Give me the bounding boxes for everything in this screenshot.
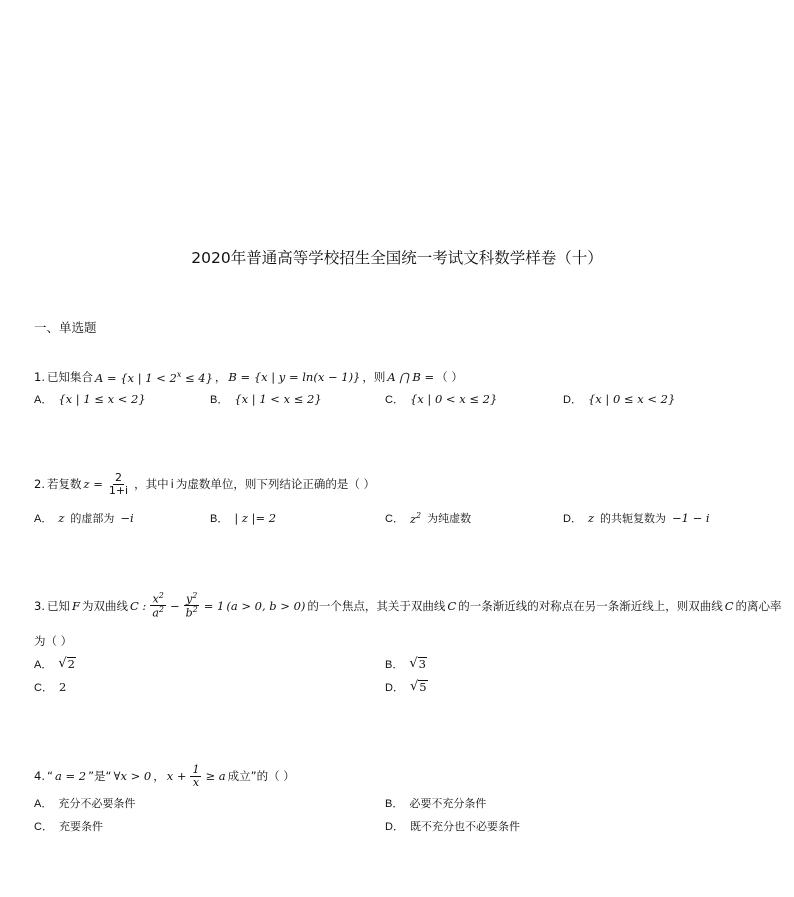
question-2 [34, 472, 375, 496]
question-text: 已知集合 [46, 370, 93, 384]
option-b[interactable] [210, 510, 276, 526]
option-a[interactable] [34, 656, 76, 672]
option-math: z [587, 511, 595, 525]
option-text: 2 [58, 680, 67, 694]
option-label: A． [34, 798, 53, 810]
option-c[interactable] [34, 818, 103, 834]
option-d[interactable] [563, 391, 675, 407]
option-text: {x | 1 ≤ x < 2} [58, 392, 146, 406]
option-math: z [58, 511, 65, 525]
fraction: $\frac{2}{1+i}$ [108, 471, 129, 497]
question-text: ，则 [362, 370, 386, 384]
option-label: A． [34, 513, 53, 525]
sqrt-symbol: √ 3 [409, 655, 426, 671]
condition: (a > 0, b > 0) [226, 598, 306, 613]
intersection-formula: A ⋂ B = [387, 370, 435, 384]
option-text: {x | 0 ≤ x < 2} [587, 392, 676, 406]
option-d[interactable] [563, 510, 710, 526]
option-label: D． [385, 821, 404, 833]
option-math: −i [120, 511, 134, 525]
question-text: ， [214, 370, 227, 384]
option-math: −1 − i [672, 511, 710, 525]
c-symbol: C [447, 598, 457, 613]
sqrt-symbol: √ 5 [409, 678, 427, 694]
set-b-formula: B = {x | y = ln(x − 1)} [228, 370, 361, 384]
option-label: B． [385, 798, 404, 810]
question-text: 的一个焦点，其关于双曲线 [307, 598, 446, 613]
option-label: A． [34, 659, 53, 671]
option-b[interactable] [385, 656, 427, 672]
option-label: D． [563, 513, 582, 525]
equals-one: = 1 [203, 598, 225, 613]
question-text: 为双曲线 [81, 598, 128, 613]
option-label: C． [385, 513, 404, 525]
fraction-x: $\frac{x^2}{a^2}$ [152, 591, 164, 620]
question-number: 4. [34, 769, 45, 784]
option-text: 充要条件 [58, 820, 103, 833]
option-math: | z |= 2 [234, 511, 277, 525]
option-text: 充分不必要条件 [58, 797, 136, 810]
forall-formula: ∀x > 0 [113, 769, 152, 784]
i-symbol: i [170, 477, 174, 492]
option-d[interactable] [385, 818, 520, 834]
option-c[interactable] [385, 510, 471, 526]
question-number: 3. [34, 598, 45, 613]
exam-title: 2020年普通高等学校招生全国统一考试文科数学样卷（十） [191, 249, 603, 267]
option-label: C． [385, 394, 404, 406]
question-3 [34, 592, 782, 619]
fraction: $\frac{1}{x}$ [192, 763, 200, 789]
option-c[interactable] [34, 679, 66, 695]
question-text: 成立”的（ ） [227, 769, 295, 784]
question-number: 1. [34, 370, 45, 384]
option-text: {x | 1 < x ≤ 2} [234, 392, 322, 406]
option-a[interactable] [34, 795, 135, 811]
question-text: 若复数 [46, 477, 82, 492]
inequality-formula: ≥ a [205, 769, 226, 784]
option-math: $z^2$ [409, 510, 422, 526]
question-4 [34, 764, 295, 788]
option-d[interactable] [385, 679, 428, 695]
answer-blank: （ ） [436, 370, 463, 384]
option-label: D． [563, 394, 582, 406]
option-text: {x | 0 < x ≤ 2} [409, 392, 498, 406]
option-text: 的共轭复数为 [600, 512, 667, 525]
question-1 [34, 369, 463, 385]
question-number: 2. [34, 477, 45, 492]
question-text: 已知 [46, 598, 70, 613]
inequality-formula: x + [166, 769, 187, 784]
option-b[interactable] [210, 391, 322, 407]
option-a[interactable] [34, 510, 134, 526]
z-symbol: z = [83, 477, 103, 492]
question-text: 为虚数单位，则下列结论正确的是（ ） [175, 477, 375, 492]
condition-formula: a = 2 [54, 769, 87, 784]
option-a[interactable] [34, 391, 146, 407]
question-text: ”是“ [88, 769, 112, 784]
minus-sign: − [169, 598, 180, 613]
quote-mark: “ [46, 769, 53, 784]
option-b[interactable] [385, 795, 486, 811]
fraction-y: $\frac{y^2}{b^2}$ [185, 591, 198, 620]
question-text: ，其中 [134, 477, 169, 492]
option-label: D． [385, 682, 404, 694]
question-text: 的离心率 [735, 598, 782, 613]
option-text: 既不充分也不必要条件 [409, 820, 520, 833]
f-symbol: F [71, 598, 80, 613]
question-3-continued: 为（ ） [34, 634, 73, 648]
set-a-formula: A = {x | $1 < 2^x \le 4$} [94, 369, 213, 385]
option-text: 必要不充分条件 [409, 797, 487, 810]
option-label: A． [34, 394, 53, 406]
option-label: B． [210, 513, 229, 525]
c-symbol: C [724, 598, 734, 613]
option-c[interactable] [385, 391, 497, 407]
question-text: ， [153, 769, 165, 784]
question-text: 的一条渐近线的对称点在另一条渐近线上，则双曲线 [458, 598, 723, 613]
section-heading: 一、单选题 [34, 320, 97, 335]
c-symbol: C : [129, 598, 147, 613]
option-text: 的虚部为 [70, 512, 115, 525]
option-label: C． [34, 821, 53, 833]
option-text: 为纯虚数 [427, 512, 472, 525]
option-label: C． [34, 682, 53, 694]
sqrt-symbol: √ 2 [58, 655, 75, 671]
option-label: B． [210, 394, 229, 406]
option-label: B． [385, 659, 404, 671]
